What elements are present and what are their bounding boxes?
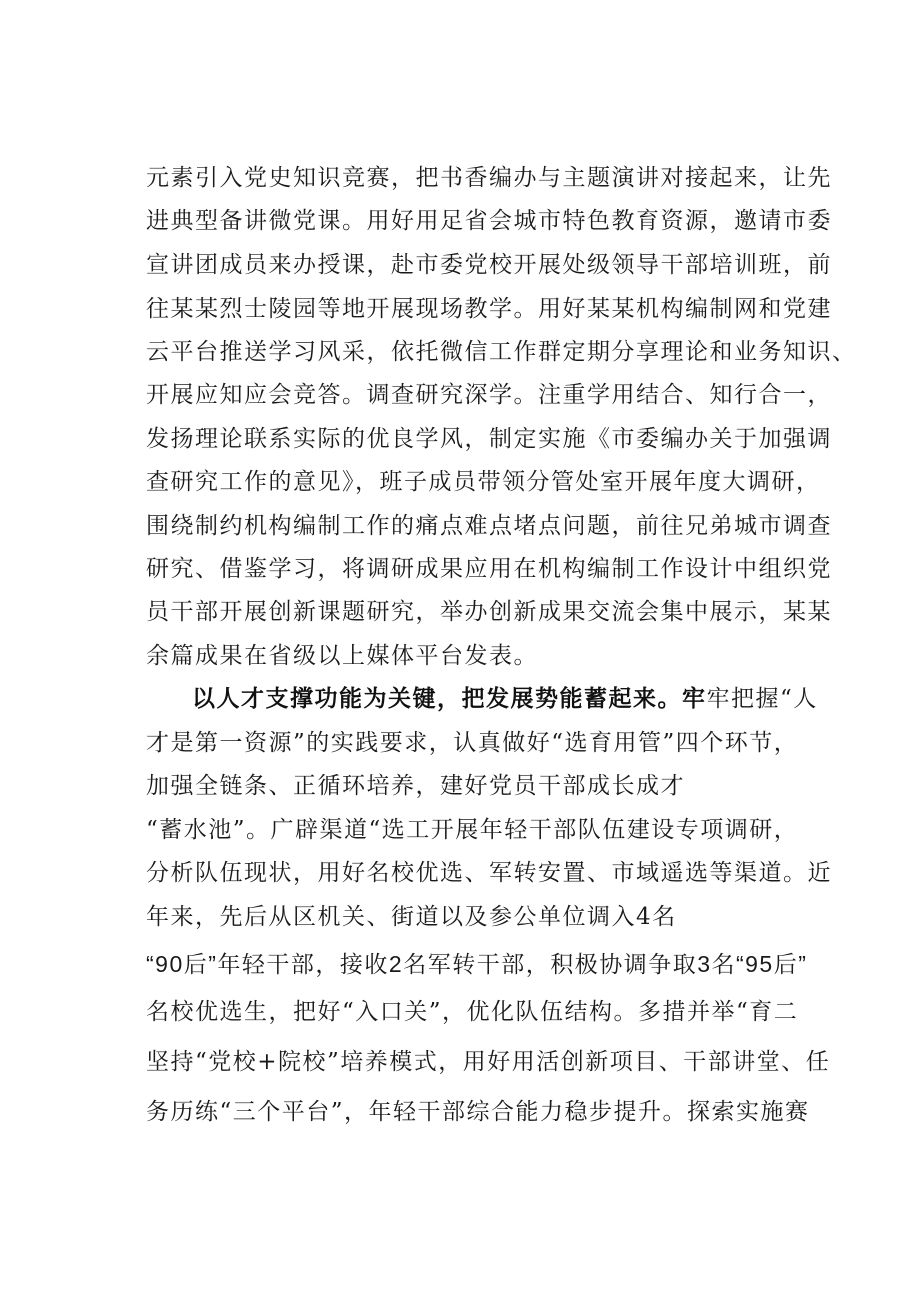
text-line: “蓄水池”。广辟渠道“选工开展年轻干部队伍建设专项调研，: [146, 817, 799, 843]
text-line: 往某某烈士陵园等地开展现场教学。用好某某机构编制网和党建: [146, 296, 832, 322]
text-line: 研究、借鉴学习，将调研成果应用在机构编制工作设计中组织党: [146, 556, 832, 582]
text-line: 加强全链条、正循环培养，建好党员干部成长成才: [146, 773, 685, 799]
text-line: 年来，先后从区机关、街道以及参公单位调入4名: [146, 904, 677, 930]
paragraph-heading-rest: 牢把握“人: [706, 686, 818, 712]
text-line: 围绕制约机构编制工作的痛点难点堵点问题，前往兄弟城市调查: [146, 513, 832, 539]
text-line: 坚持“党校+院校”培养模式，用好用活创新项目、干部讲堂、任: [146, 1049, 831, 1075]
text-line: 发扬理论联系实际的优良学风，制定实施《市委编办关于加强调: [146, 426, 832, 452]
paragraph-heading: 以人才支撑功能为关键，把发展势能蓄起来。牢: [192, 686, 707, 712]
text-line: 务历练“三个平台”，年轻干部综合能力稳步提升。探索实施赛: [146, 1099, 810, 1125]
text-line: 查研究工作的意见》，班子成员带领分管处室开展年度大调研，: [146, 469, 821, 495]
text-line: 才是第一资源”的实践要求，认真做好“选育用管”四个环节，: [146, 730, 799, 756]
text-line: “90后”年轻干部，接收2名军转干部，积极协调争取3名“95后”: [146, 951, 808, 977]
text-line: 余篇成果在省级以上媒体平台发表。: [146, 643, 538, 669]
text-line: 宣讲团成员来办授课，赴市委党校开展处级领导干部培训班，前: [146, 252, 832, 278]
text-line: 云平台推送学习风采，依托微信工作群定期分享理论和业务知识、: [146, 339, 857, 365]
text-line: 分析队伍现状，用好名校优选、军转安置、市域遥选等渠道。近: [146, 860, 832, 886]
paragraph-heading-line: [192, 684, 818, 714]
text-line: 开展应知应会竞答。调查研究深学。注重学用结合、知行合一，: [146, 382, 832, 408]
text-line: 元素引入党史知识竞赛，把书香编办与主题演讲对接起来，让先: [146, 165, 832, 191]
text-line: 员干部开展创新课题研究，举办创新成果交流会集中展示，某某: [146, 599, 832, 625]
text-line: 名校优选生，把好“入口关”，优化队伍结构。多措并举“育二: [146, 999, 799, 1025]
text-line: 进典型备讲微党课。用好用足省会城市特色教育资源，邀请市委: [146, 208, 832, 234]
